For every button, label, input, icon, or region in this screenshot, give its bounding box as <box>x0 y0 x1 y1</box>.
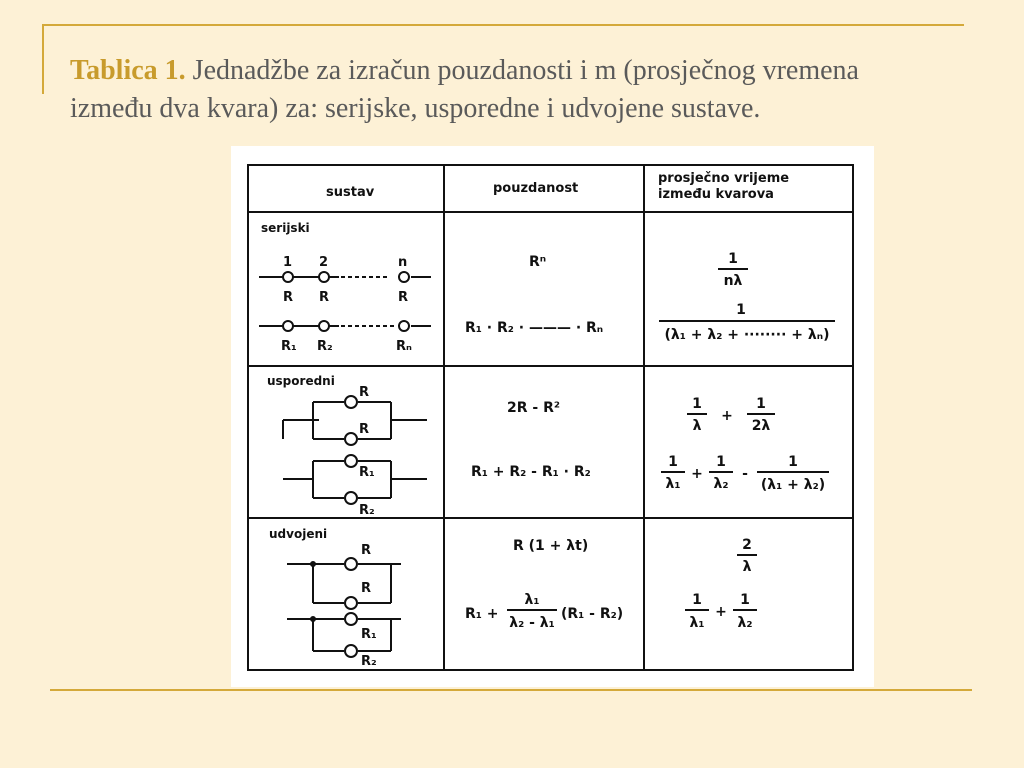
parallel-m2-b-num: 1 <box>716 454 726 470</box>
parallel-m1-b-num: 1 <box>756 396 766 412</box>
parallel-m2-minus: - <box>742 466 748 482</box>
parallel-reliability-2: R₁ + R₂ - R₁ · R₂ <box>471 464 591 480</box>
standby-m1-den: λ <box>742 559 752 575</box>
standby-diagram <box>287 558 401 657</box>
parallel-m2-a-num: 1 <box>668 454 678 470</box>
scanned-table-image <box>231 146 874 687</box>
serial-mtbf-1-num: 1 <box>728 251 738 267</box>
header-mtbf-line2: između kvarova <box>658 187 774 202</box>
serial-r1: R₁ <box>281 339 297 354</box>
standby-reliability-2-b: (R₁ - R₂) <box>561 606 624 622</box>
standby-m2-a-den: λ₁ <box>689 615 705 631</box>
row-label-usporedni: usporedni <box>267 374 335 388</box>
row-label-serijski: serijski <box>261 221 310 235</box>
standby-reliability-2-num: λ₁ <box>524 592 540 608</box>
serial-rn: Rₙ <box>396 339 412 354</box>
serial-r2: R₂ <box>317 339 333 354</box>
serial-mtbf-2-num: 1 <box>736 302 746 318</box>
top-rule <box>42 24 964 26</box>
standby-reliability-2-den: λ₂ - λ₁ <box>509 615 555 631</box>
parallel-d1-top: R <box>359 385 370 400</box>
parallel-m1-plus: + <box>721 408 733 424</box>
title-text: Jednadžbe za izračun pouzdanosti i m (prosječnog vremena između dva kvara) za: serijske, usporedne i udvojene sustave. <box>70 55 859 124</box>
serial-num-n: n <box>398 255 408 270</box>
standby-m2-b-den: λ₂ <box>737 615 753 631</box>
parallel-m1-b-den: 2λ <box>751 418 771 434</box>
reliability-table <box>231 146 874 687</box>
title-label: Tablica 1. <box>70 55 186 86</box>
serial-mtbf-2-den: (λ₁ + λ₂ + ········ + λₙ) <box>664 327 830 343</box>
serial-r-2: R <box>319 290 330 305</box>
serial-r-n: R <box>398 290 409 305</box>
parallel-m2-c-den: (λ₁ + λ₂) <box>760 477 826 493</box>
serial-r-1: R <box>283 290 294 305</box>
header-sustav: sustav <box>326 185 375 200</box>
standby-m2-a-num: 1 <box>692 592 702 608</box>
serial-num-1: 1 <box>283 255 293 270</box>
slide-title <box>70 52 910 128</box>
row-label-udvojeni: udvojeni <box>269 527 328 541</box>
parallel-reliability-1: 2R - R² <box>507 400 560 416</box>
standby-m2-b-num: 1 <box>740 592 750 608</box>
parallel-m2-b-den: λ₂ <box>713 476 729 492</box>
header-mtbf-line1: prosječno vrijeme <box>658 171 790 186</box>
parallel-m2-plus: + <box>691 466 703 482</box>
standby-reliability-1: R (1 + λt) <box>513 538 589 554</box>
parallel-d2-bot: R₂ <box>359 503 375 518</box>
serial-num-2: 2 <box>319 255 329 270</box>
standby-reliability-2-a: R₁ + <box>465 606 499 622</box>
parallel-m1-a-den: λ <box>692 418 702 434</box>
serial-mtbf-1-den: nλ <box>723 273 743 289</box>
serial-reliability-2: R₁ · R₂ · ——— · Rₙ <box>465 320 604 336</box>
parallel-m1-a-num: 1 <box>692 396 702 412</box>
serial-reliability-1: Rⁿ <box>529 254 547 270</box>
standby-d2-bot: R₂ <box>361 654 377 669</box>
parallel-m2-a-den: λ₁ <box>665 476 681 492</box>
left-rule <box>42 24 44 94</box>
standby-d2-top: R₁ <box>361 627 377 642</box>
standby-d1-top: R <box>361 543 372 558</box>
standby-d1-bot: R <box>361 581 372 596</box>
standby-m2-plus: + <box>715 604 727 620</box>
parallel-d2-top: R₁ <box>359 465 375 480</box>
standby-m1-num: 2 <box>742 537 752 553</box>
bottom-rule <box>50 689 972 691</box>
parallel-m2-c-num: 1 <box>788 454 798 470</box>
parallel-d1-bot: R <box>359 422 370 437</box>
header-pouzdanost: pouzdanost <box>493 181 579 196</box>
parallel-diagram <box>283 396 427 504</box>
